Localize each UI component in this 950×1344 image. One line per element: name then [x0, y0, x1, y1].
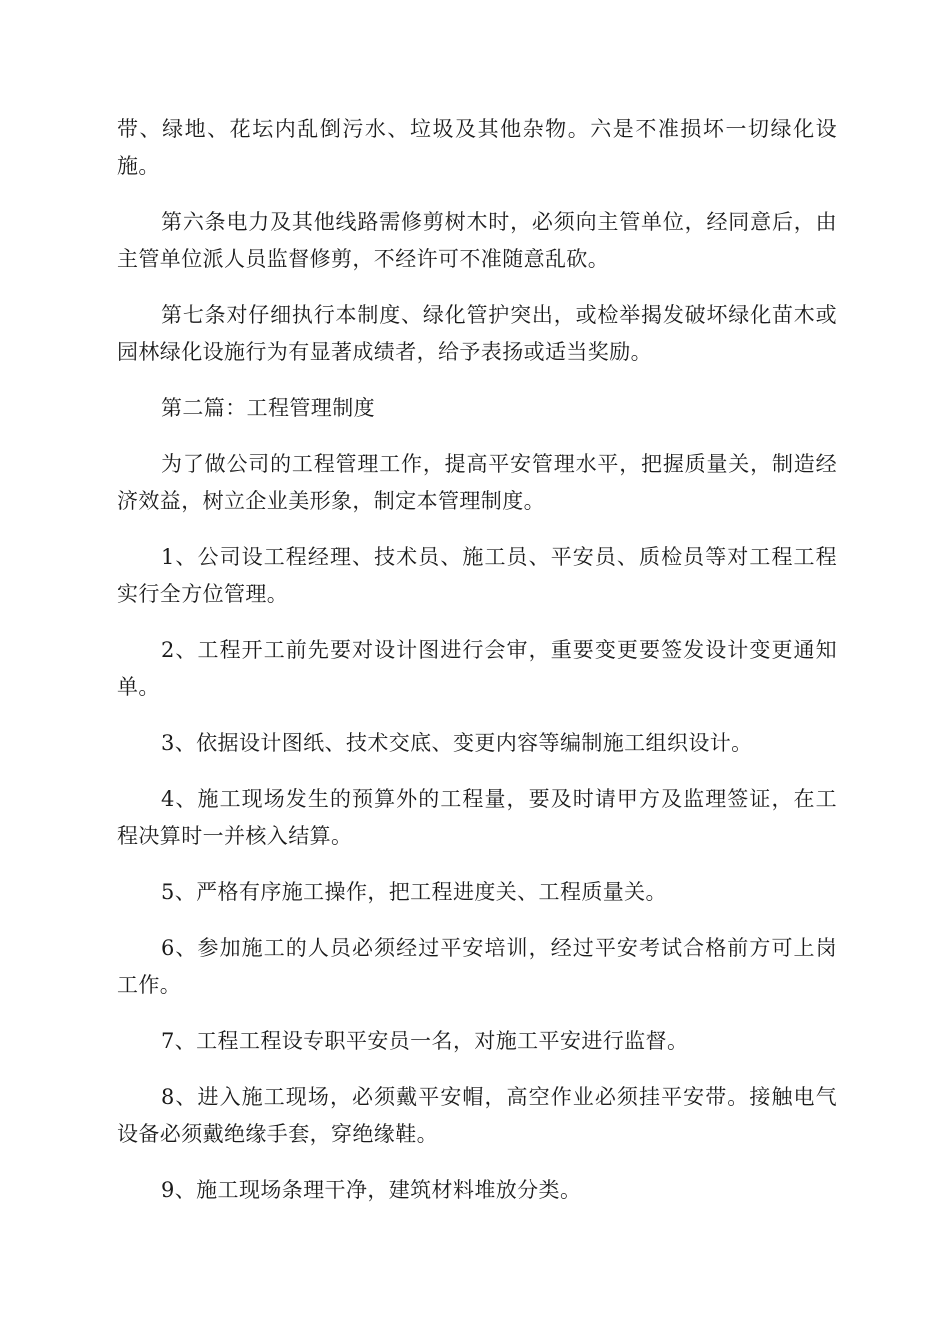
paragraph-item-5: 5、严格有序施工操作，把工程进度关、工程质量关。: [161, 880, 667, 904]
paragraph-item-8: 8、进入施工现场，必须戴平安帽，高空作业必须挂平安带。接触电气设备必须戴绝缘手套，穿绝缘鞋。: [117, 1085, 837, 1146]
paragraph-item-3: 3、依据设计图纸、技术交底、变更内容等编制施工组织设计。: [161, 731, 753, 755]
paragraph-continuation: 带、绿地、花坛内乱倒污水、垃圾及其他杂物。六是不准损坏一切绿化设施。: [117, 117, 837, 178]
paragraph-item-2: 2、工程开工前先要对设计图进行会审，重要变更要签发设计变更通知单。: [117, 638, 837, 699]
paragraph-item-9: 9、施工现场条理干净，建筑材料堆放分类。: [161, 1178, 582, 1202]
paragraph-item-4: 4、施工现场发生的预算外的工程量，要及时请甲方及监理签证，在工程决算时一并核入结算。: [117, 787, 837, 848]
paragraph-item-7: 7、工程工程设专职平安员一名，对施工平安进行监督。: [161, 1029, 689, 1053]
paragraph-article-7: 第七条对仔细执行本制度、绿化管护突出，或检举揭发破坏绿化苗木或园林绿化设施行为有显著成绩者，给予表扬或适当奖励。: [117, 303, 837, 364]
document-body: [117, 111, 837, 1228]
paragraph-item-1: 1、公司设工程经理、技术员、施工员、平安员、质检员等对工程工程实行全方位管理。: [117, 545, 837, 606]
paragraph-article-6: 第六条电力及其他线路需修剪树木时，必须向主管单位，经同意后，由主管单位派人员监督修剪，不经许可不准随意乱砍。: [117, 210, 837, 271]
paragraph-intro: 为了做公司的工程管理工作，提高平安管理水平，把握质量关，制造经济效益，树立企业美形象，制定本管理制度。: [117, 452, 837, 513]
paragraph-item-6: 6、参加施工的人员必须经过平安培训，经过平安考试合格前方可上岗工作。: [117, 936, 837, 997]
section-heading: 第二篇：工程管理制度: [161, 396, 375, 420]
